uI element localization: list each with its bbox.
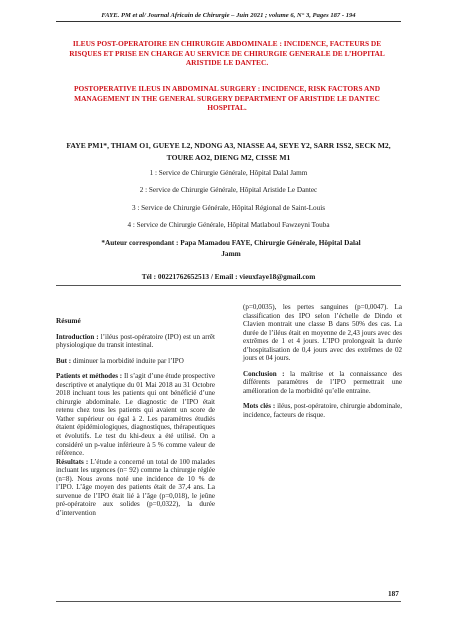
header-rule: [56, 21, 401, 22]
aim-label: But :: [56, 356, 72, 365]
introduction-label: Introduction :: [56, 332, 99, 341]
aim-text: diminuer la morbidité induite par l’IPO: [71, 356, 184, 365]
introduction-text: l’iléus post-opératoire (IPO) est un arrêt physiologique du transit intestinal.: [56, 332, 215, 350]
results-text-left: L’étude a concerné un total de 100 malades incluant les urgences (n= 92) comme la chirurgie réglée (n=8). Nous avons noté une incidence de 10 % de l’IPO. L’âge moyen des patients était de 37,4 ans. La survenue de l’IPO était lié à l’âge (p=0,018), le jeûne pré-opératoire aux solides (p=0,0322), la durée d’intervention: [56, 457, 216, 517]
contact-line: Tél : 00221762652513 / Email : vieuxfaye18@gmail.com: [141, 272, 316, 281]
results-label: Résultats :: [56, 457, 89, 466]
separator-rule: [56, 285, 401, 286]
running-head: FAYE. PM et al/ Journal Africain de Chirurgie – Juin 2021 ; volume 6, N° 3, Pages 187 - 194: [101, 12, 356, 19]
affiliation-4: 4 : Service de Chirurgie Générale, Hôpital Matlaboul Fawzeyni Touba: [127, 221, 330, 229]
abstract-right-column: [243, 303, 402, 420]
results-continued-paragraph: [243, 303, 402, 363]
affiliation-2: 2 : Service de Chirurgie Générale, Hôpital Aristide Le Dantec: [139, 186, 318, 194]
introduction-paragraph: [56, 333, 215, 350]
methods-label: Patients et méthodes :: [56, 372, 123, 381]
abstract-heading: Résumé: [56, 316, 81, 325]
results-text-right: (p=0,0035), les pertes sanguines (p=0,0047). La classification des IPO selon l’échelle de Dindo et Clavien montrait une classe B dans 50% des cas. La durée de l’iléus était en moyenne de 2,43 jours avec des extrêmes de 1 et 4 jours. L’IPO prolongeait la durée d’hospitalisation de 0,4 jours avec des extrêmes de 02 jours et 04 jours.: [243, 303, 402, 363]
author-list: FAYE PM1*, THIAM O1, GUEYE L2, NDONG A3, NIASSE A4, SEYE Y2, SARR ISS2, SECK M2, TOURE AO2, DIENG M2, CISSE M1: [66, 141, 391, 162]
methods-paragraph: [56, 372, 215, 457]
english-title: POSTOPERATIVE ILEUS IN ABDOMINAL SURGERY : INCIDENCE, RISK FACTORS AND MANAGEMENT IN THE GENERAL SURGERY DEPARTMENT OF ARISTIDE LE DANTEC HOSPITAL.: [73, 84, 381, 113]
conclusion-paragraph: [243, 370, 402, 396]
methods-text: Il s’agit d’une étude prospective descriptive et analytique du 01 Mai 2018 au 31 Octobre 2018 incluant tous les patients qui ont bénéficié d’une chirurgie abdominale. Le diagnostic de l’IPO était retenu chez tous les patients qui avaient un score de Vather supérieur ou égal à 2. Les paramètres étudiés étaient épidémiologiques, diagnostiques, thérapeutiques et évolutifs. Le test du khi-deux a été utilisé. On a considéré un p-value inférieure à 5 % comme valeur de référence.: [56, 372, 215, 458]
aim-paragraph: [56, 357, 215, 366]
affiliation-1: 1 : Service de Chirurgie Générale, Hôpital Dalal Jamm: [149, 169, 308, 177]
conclusion-label: Conclusion :: [243, 369, 285, 378]
french-title: ILEUS POST-OPERATOIRE EN CHIRURGIE ABDOMINALE : INCIDENCE, FACTEURS DE RISQUES ET PRISE EN CHARGE AU SERVICE DE CHIRURGIE GENERALE DE L’HOPITAL ARISTIDE LE DANTEC.: [69, 39, 385, 68]
keywords-paragraph: [243, 402, 402, 419]
footer-rule: [56, 601, 401, 602]
page-number: 187: [388, 590, 399, 598]
keywords-label: Mots clés :: [243, 402, 276, 411]
corresponding-author: *Auteur correspondant : Papa Mamadou FAYE, Chirurgie Générale, Hôpital Dalal Jamm: [101, 238, 361, 258]
conclusion-text: la maîtrise et la connaissance des différents paramètres de l’IPO permettrait une amélioration de la morbidité qu’elle entraine.: [243, 369, 402, 395]
affiliation-3: 3 : Service de Chirurgie Générale, Hôpital Régional de Saint-Louis: [131, 204, 326, 212]
keywords-text: iléus, post-opératoire, chirurgie abdominale, incidence, facteurs de risque.: [243, 402, 402, 420]
results-paragraph: [56, 458, 215, 518]
abstract-left-column: [56, 317, 215, 517]
